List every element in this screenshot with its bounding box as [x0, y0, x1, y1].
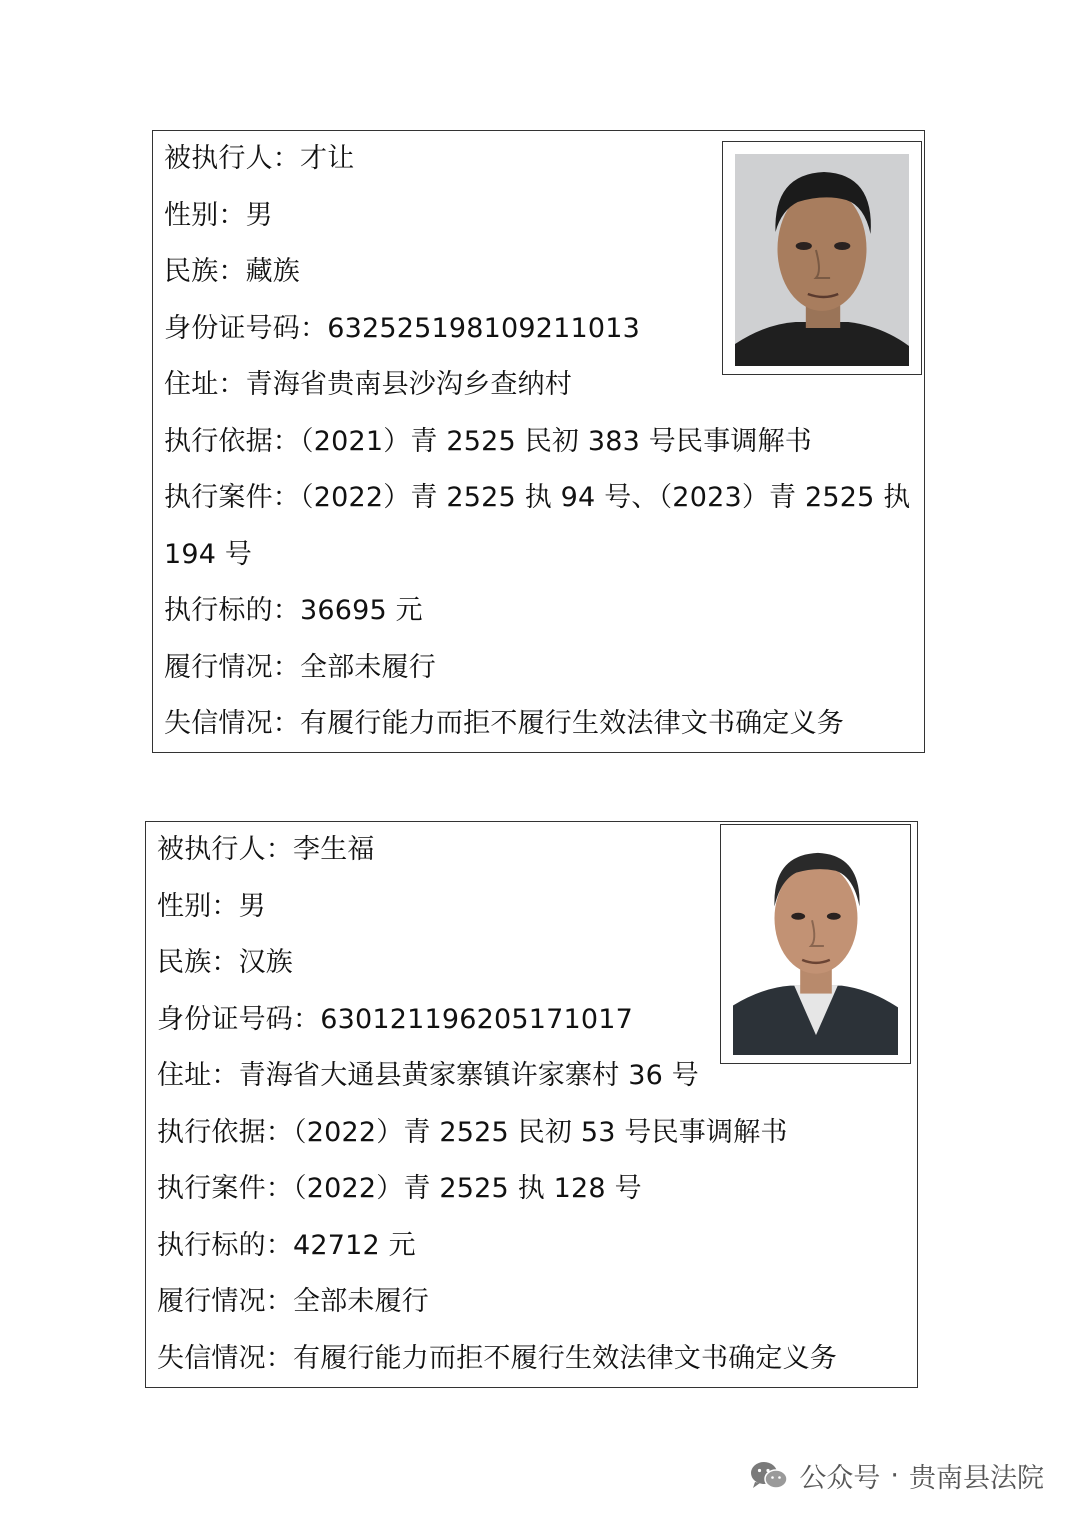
footer-separator: ·	[890, 1460, 899, 1491]
address-value: 青海省贵南县沙沟乡查纳村	[245, 369, 573, 400]
field-label: 住址：	[164, 369, 246, 400]
field-label: 履行情况：	[157, 1286, 293, 1317]
amount-row	[157, 1218, 837, 1275]
gender-value: 男	[245, 199, 273, 231]
amount-row	[164, 583, 916, 640]
field-label: 民族：	[164, 256, 246, 287]
field-label: 身份证号码：	[164, 312, 328, 344]
field-label: 身份证号码：	[157, 1003, 321, 1035]
amount-value: 42712 元	[293, 1229, 416, 1261]
performance-row	[164, 640, 916, 697]
ethnicity-value: 汉族	[238, 947, 294, 978]
gender-value: 男	[238, 890, 266, 922]
dishonesty-value: 有履行能力而拒不履行生效法律文书确定义务	[293, 1342, 837, 1374]
portrait-photo	[735, 154, 909, 366]
performance-row	[157, 1274, 837, 1331]
performance-value: 全部未履行	[300, 651, 436, 683]
field-label: 执行案件：	[164, 482, 300, 513]
performance-value: 全部未履行	[293, 1286, 429, 1317]
field-label: 被执行人：	[157, 834, 293, 865]
dishonesty-row	[157, 1331, 837, 1388]
photo-frame	[720, 824, 911, 1064]
case-value: （2022）青 2525 执 128 号	[293, 1173, 642, 1204]
field-label: 民族：	[157, 947, 239, 978]
wechat-icon	[749, 1460, 789, 1492]
portrait-photo	[733, 837, 898, 1055]
basis-value: （2021）青 2525 民初 383 号民事调解书	[300, 425, 812, 457]
record-card-2	[145, 821, 918, 1388]
basis-row	[157, 1105, 837, 1162]
field-label: 被执行人：	[164, 143, 300, 174]
field-label: 性别：	[164, 199, 246, 231]
footer-account-label: 公众号	[799, 1463, 881, 1494]
name-value: 才让	[300, 143, 355, 174]
case-value: （2022）青 2525 执 94 号、（2023）青 2525 执 194 号	[164, 482, 911, 570]
case-row	[164, 470, 916, 583]
id-value: 630121196205171017	[320, 1003, 634, 1035]
case-row	[157, 1161, 837, 1218]
field-label: 履行情况：	[164, 651, 300, 683]
id-value: 632525198109211013	[327, 312, 641, 344]
dishonesty-row	[164, 696, 916, 753]
field-label: 性别：	[157, 890, 239, 922]
address-value: 青海省大通县黄家寨镇许家寨村 36 号	[238, 1060, 699, 1091]
footer-account-name: 贵南县法院	[909, 1463, 1044, 1494]
field-label: 执行依据：	[157, 1116, 293, 1148]
ethnicity-value: 藏族	[245, 256, 301, 287]
basis-value: （2022）青 2525 民初 53 号民事调解书	[293, 1116, 788, 1148]
field-label: 执行标的：	[164, 595, 300, 626]
photo-frame	[722, 141, 922, 375]
footer-watermark	[749, 1456, 1044, 1495]
field-label: 住址：	[157, 1060, 239, 1091]
record-card-1	[152, 130, 925, 753]
field-label: 执行依据：	[164, 425, 300, 457]
field-label: 失信情况：	[164, 708, 300, 739]
name-value: 李生福	[293, 834, 375, 865]
amount-value: 36695 元	[300, 595, 423, 626]
dishonesty-value: 有履行能力而拒不履行生效法律文书确定义务	[300, 708, 844, 739]
field-label: 执行标的：	[157, 1229, 293, 1261]
basis-row	[164, 414, 916, 471]
field-label: 执行案件：	[157, 1173, 293, 1204]
field-label: 失信情况：	[157, 1342, 293, 1374]
